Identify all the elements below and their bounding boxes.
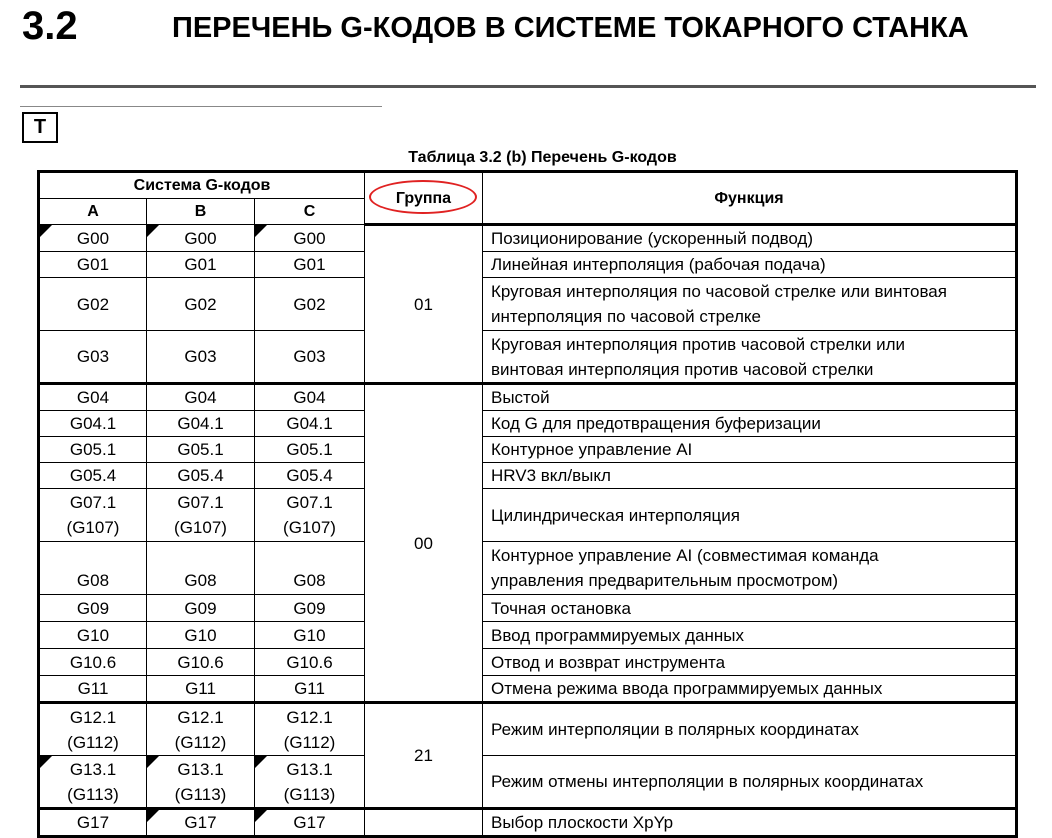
code-value: G08 xyxy=(293,571,326,590)
section-title: ПЕРЕЧЕНЬ G-КОДОВ В СИСТЕМЕ ТОКАРНОГО СТАНКА xyxy=(172,12,969,44)
code-b: G10.6 xyxy=(147,649,255,676)
code-a: G04 xyxy=(39,384,147,411)
code-c: G05.1 xyxy=(255,437,365,463)
table-row xyxy=(39,676,1017,703)
column-a-header: A xyxy=(39,199,147,225)
code-line: G12.1 xyxy=(69,707,117,727)
table-caption: Таблица 3.2 (b) Перечень G-кодов xyxy=(408,149,677,166)
code-line: G13.1 xyxy=(286,759,333,779)
code-a xyxy=(39,489,147,542)
code-line: G07.1 xyxy=(286,493,333,512)
code-c: G17 xyxy=(255,809,365,837)
function-text: Режим интерполяции в полярных координатах xyxy=(483,703,1017,756)
group-value: 00 xyxy=(365,384,483,703)
code-b: G04 xyxy=(147,384,255,411)
function-line: Контурное управление AI (совместимая команда xyxy=(491,546,879,565)
code-a: G05.4 xyxy=(39,463,147,489)
function-line: интерполяция по часовой стрелке xyxy=(491,307,761,326)
table-row xyxy=(39,489,1017,542)
table-row xyxy=(39,331,1017,384)
code-a: G10 xyxy=(39,622,147,649)
table-row xyxy=(39,463,1017,489)
gcode-system-header: Система G-кодов xyxy=(39,172,365,199)
code-line: (G107) xyxy=(283,518,336,537)
code-a: G11 xyxy=(39,676,147,703)
code-c xyxy=(255,542,365,595)
function-line: винтовая интерполяция против часовой стрелки xyxy=(491,359,874,379)
function-text: Выбор плоскости XpYp xyxy=(483,809,1017,837)
function-text: Отмена режима ввода программируемых данных xyxy=(483,676,1017,703)
code-c: G11 xyxy=(255,676,365,703)
code-line: (G113) xyxy=(67,784,119,804)
code-line: G07.1 xyxy=(69,493,117,512)
code-a: G17 xyxy=(39,809,147,837)
code-a: G02 xyxy=(39,278,147,331)
code-line: (G112) xyxy=(174,732,227,752)
code-c: G10.6 xyxy=(255,649,365,676)
function-text: Цилиндрическая интерполяция xyxy=(483,489,1017,542)
group-header-label: Группа xyxy=(395,189,452,207)
code-a: G09 xyxy=(39,595,147,622)
table-row xyxy=(39,384,1017,411)
code-line: (G113) xyxy=(283,784,336,804)
function-text: Код G для предотвращения буферизации xyxy=(483,411,1017,437)
code-line: G12.1 xyxy=(177,707,224,727)
function-line: Круговая интерполяция против часовой стрелки или xyxy=(491,334,906,354)
code-b: G10 xyxy=(147,622,255,649)
table-row xyxy=(39,542,1017,595)
code-a: G00 xyxy=(39,225,147,252)
code-b: G09 xyxy=(147,595,255,622)
code-a xyxy=(39,756,147,809)
code-b: G00 xyxy=(147,225,255,252)
code-line: (G107) xyxy=(174,518,227,537)
title-rule xyxy=(20,85,1036,88)
code-value: G08 xyxy=(184,571,217,590)
code-a xyxy=(39,542,147,595)
code-c: G01 xyxy=(255,252,365,278)
lathe-mark-badge: T xyxy=(22,112,58,143)
code-a: G10.6 xyxy=(39,649,147,676)
column-c-header: C xyxy=(255,199,365,225)
function-line: управления предварительным просмотром) xyxy=(491,571,839,590)
code-c xyxy=(255,756,365,809)
code-b xyxy=(147,703,255,756)
code-c: G10 xyxy=(255,622,365,649)
function-text xyxy=(483,331,1017,384)
function-text xyxy=(483,278,1017,331)
code-a xyxy=(39,703,147,756)
table-row xyxy=(39,756,1017,809)
column-b-header: B xyxy=(147,199,255,225)
table-row xyxy=(39,278,1017,331)
code-b: G11 xyxy=(147,676,255,703)
code-c: G02 xyxy=(255,278,365,331)
code-c: G00 xyxy=(255,225,365,252)
code-b xyxy=(147,756,255,809)
function-text: Режим отмены интерполяции в полярных координатах xyxy=(483,756,1017,809)
code-value: G08 xyxy=(76,571,110,590)
code-line: G07.1 xyxy=(177,493,224,512)
code-c: G03 xyxy=(255,331,365,384)
function-text: Линейная интерполяция (рабочая подача) xyxy=(483,252,1017,278)
function-text: Позиционирование (ускоренный подвод) xyxy=(483,225,1017,252)
group-value: 21 xyxy=(365,703,483,809)
table-row xyxy=(39,622,1017,649)
table-row xyxy=(39,225,1017,252)
function-text: Отвод и возврат инструмента xyxy=(483,649,1017,676)
table-row xyxy=(39,252,1017,278)
code-b xyxy=(147,489,255,542)
code-b: G02 xyxy=(147,278,255,331)
code-line: (G112) xyxy=(67,732,119,752)
code-a: G03 xyxy=(39,331,147,384)
gcode-table xyxy=(37,170,1018,838)
code-line: G13.1 xyxy=(177,759,224,779)
function-header: Функция xyxy=(483,172,1017,225)
table-row xyxy=(39,595,1017,622)
section-number: 3.2 xyxy=(22,4,78,48)
code-line: (G113) xyxy=(174,784,227,804)
table-row xyxy=(39,649,1017,676)
code-b: G01 xyxy=(147,252,255,278)
code-c: G04 xyxy=(255,384,365,411)
group-value: 01 xyxy=(365,225,483,384)
code-b: G03 xyxy=(147,331,255,384)
table-row xyxy=(39,809,1017,837)
group-header xyxy=(365,172,483,225)
table-row xyxy=(39,411,1017,437)
function-text: HRV3 вкл/выкл xyxy=(483,463,1017,489)
code-c: G04.1 xyxy=(255,411,365,437)
code-a: G01 xyxy=(39,252,147,278)
code-c: G05.4 xyxy=(255,463,365,489)
code-line: (G107) xyxy=(66,518,120,537)
sub-rule xyxy=(20,106,382,107)
code-b: G05.1 xyxy=(147,437,255,463)
function-text: Точная остановка xyxy=(483,595,1017,622)
table-row xyxy=(39,703,1017,756)
red-highlight-ring xyxy=(369,180,477,214)
function-line: Круговая интерполяция по часовой стрелке или винтовая xyxy=(491,282,947,301)
code-c xyxy=(255,703,365,756)
code-b: G17 xyxy=(147,809,255,837)
code-a: G04.1 xyxy=(39,411,147,437)
code-b: G04.1 xyxy=(147,411,255,437)
function-text: Выстой xyxy=(483,384,1017,411)
code-line: G12.1 xyxy=(286,707,333,727)
code-a: G05.1 xyxy=(39,437,147,463)
function-text: Контурное управление AI xyxy=(483,437,1017,463)
function-text xyxy=(483,542,1017,595)
group-value-empty xyxy=(365,809,483,837)
code-c: G09 xyxy=(255,595,365,622)
table-row xyxy=(39,437,1017,463)
code-b: G05.4 xyxy=(147,463,255,489)
function-text: Ввод программируемых данных xyxy=(483,622,1017,649)
code-line: (G112) xyxy=(283,732,336,752)
code-b xyxy=(147,542,255,595)
code-c xyxy=(255,489,365,542)
code-line: G13.1 xyxy=(69,759,117,779)
